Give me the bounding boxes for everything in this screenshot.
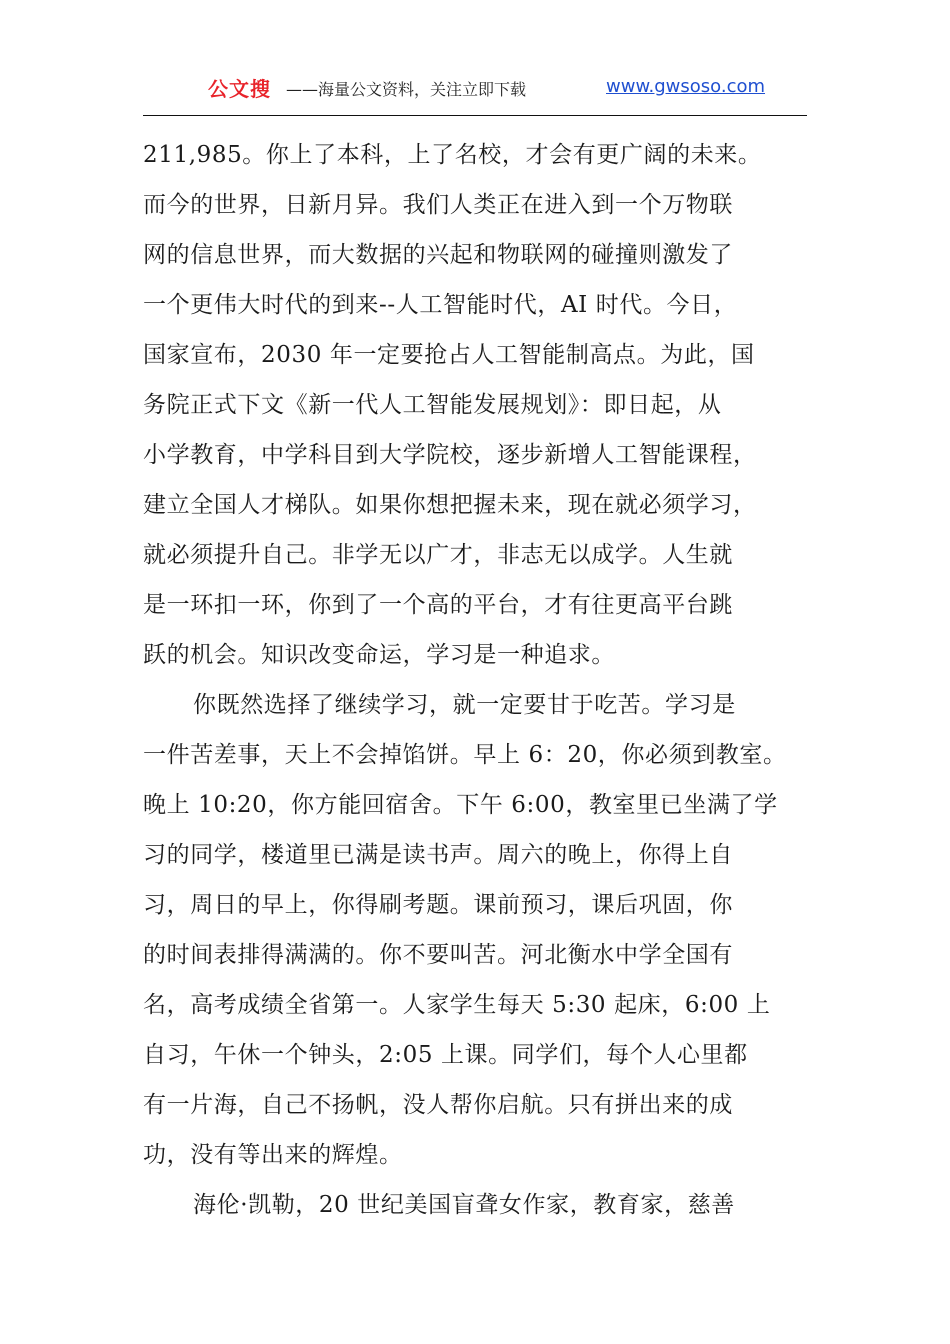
text-line: 小学教育，中学科目到大学院校，逐步新增人工智能课程，	[143, 442, 757, 468]
text-line: 名，高考成绩全省第一。人家学生每天 5:30 起床，6:00 上	[143, 992, 771, 1018]
text-line: 一个更伟大时代的到来--人工智能时代，AI 时代。今日，	[143, 292, 738, 318]
text-line: 而今的世界，日新月异。我们人类正在进入到一个万物联	[143, 192, 733, 218]
text-line: 习，周日的早上，你得刷考题。课前预习，课后巩固，你	[143, 892, 733, 918]
text-line: 211,985。你上了本科，上了名校，才会有更广阔的未来。	[143, 142, 762, 168]
text-line: 网的信息世界，而大数据的兴起和物联网的碰撞则激发了	[143, 242, 733, 268]
document-body	[143, 130, 807, 1230]
paragraph-start-line: 海伦·凯勒，20 世纪美国盲聋女作家，教育家，慈善	[193, 1192, 735, 1218]
page-header	[143, 72, 807, 102]
text-line: 跃的机会。知识改变命运，学习是一种追求。	[143, 642, 615, 668]
text-line: 就必须提升自己。非学无以广才，非志无以成学。人生就	[143, 542, 733, 568]
text-line: 一件苦差事，天上不会掉馅饼。早上 6：20，你必须到教室。	[143, 742, 787, 768]
text-line: 晚上 10:20，你方能回宿舍。下午 6:00，教室里已坐满了学	[143, 792, 778, 818]
site-link[interactable]: www.gwsoso.com	[606, 76, 766, 97]
text-line: 建立全国人才梯队。如果你想把握未来，现在就必须学习，	[143, 492, 757, 518]
text-line: 有一片海，自己不扬帆，没人帮你启航。只有拼出来的成	[143, 1092, 733, 1118]
paragraph-start-line: 你既然选择了继续学习，就一定要甘于吃苦。学习是	[193, 692, 736, 718]
text-line: 务院正式下文《新一代人工智能发展规划》：即日起，从	[143, 392, 722, 418]
text-line: 自习，午休一个钟头，2:05 上课。同学们，每个人心里都	[143, 1042, 748, 1068]
text-line: 习的同学，楼道里已满是读书声。周六的晚上，你得上自	[143, 842, 733, 868]
brand-logo[interactable]: 公文搜	[208, 77, 271, 101]
text-line: 是一环扣一环，你到了一个高的平台，才有往更高平台跳	[143, 592, 733, 618]
header-divider	[143, 115, 807, 116]
header-tagline: ——海量公文资料，关注立即下载	[286, 80, 527, 99]
text-line: 功，没有等出来的辉煌。	[143, 1142, 403, 1168]
text-line: 的时间表排得满满的。你不要叫苦。河北衡水中学全国有	[143, 942, 733, 968]
text-line: 国家宣布，2030 年一定要抢占人工智能制高点。为此，国	[143, 342, 755, 368]
